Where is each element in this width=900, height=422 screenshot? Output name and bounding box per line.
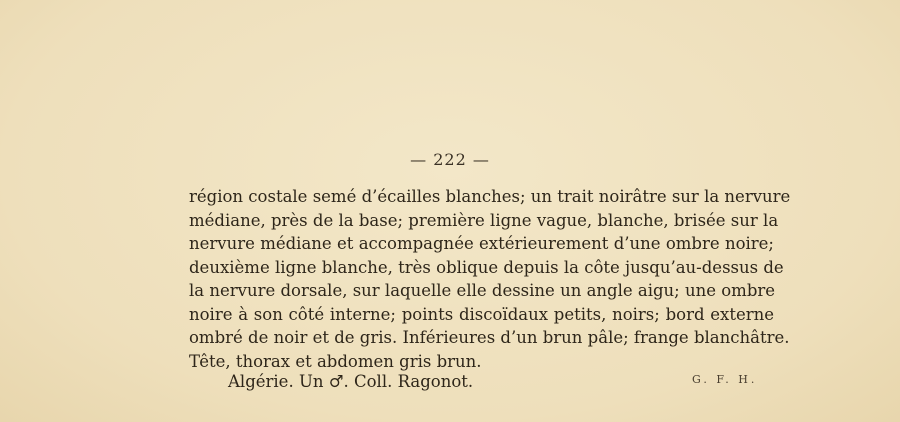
text-line: Tête, thorax et abdomen gris brun. — [189, 351, 482, 371]
page-number: — 222 — — [410, 150, 490, 169]
text-line: nervure médiane et accompagnée extérieurement d’une ombre noire; — [189, 234, 774, 253]
text-line: noire à son côté interne; points discoïdaux petits, noirs; bord externe — [189, 304, 774, 324]
species-description — [189, 185, 791, 373]
text-line: la nervure dorsale, sur laquelle elle dessine un angle aigu; une ombre — [189, 281, 776, 300]
text-line: deuxième ligne blanche, très oblique depuis la côte jusqu’au-dessus de — [189, 257, 784, 277]
text-line: ombré de noir et de gris. Inférieures d’un brun pâle; frange blanchâtre. — [189, 328, 790, 347]
locality-collection-note: Algérie. Un ♂. Coll. Ragonot. — [228, 372, 474, 391]
author-initials: G. F. H. — [692, 373, 758, 386]
text-line: région costale semé d’écailles blanches; un trait noirâtre sur la nervure — [189, 187, 791, 206]
text-line: médiane, près de la base; première ligne vague, blanche, brisée sur la — [189, 210, 779, 230]
